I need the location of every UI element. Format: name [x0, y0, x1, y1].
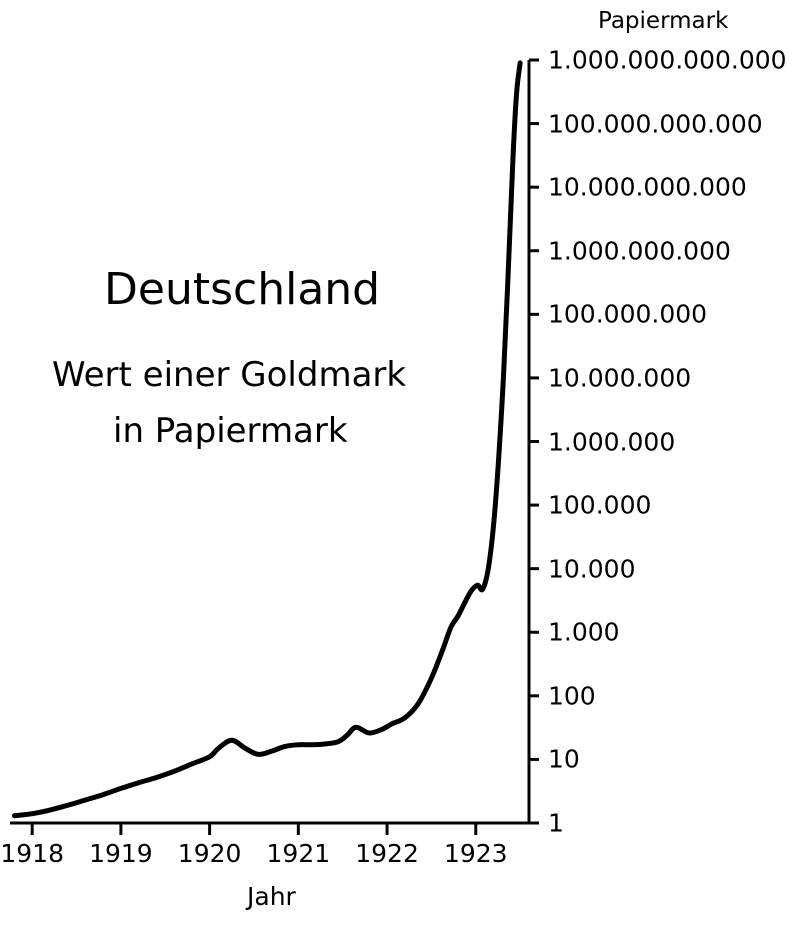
x-tick-label: 1922: [355, 839, 419, 868]
y-tick-label: 10.000.000: [548, 363, 692, 393]
y-tick-label: 100.000: [548, 490, 652, 520]
y-tick-label: 100: [548, 681, 596, 711]
x-tick-label: 1919: [89, 839, 153, 868]
x-tick-label: 1920: [177, 839, 242, 868]
y-tick-label: 1.000.000: [548, 427, 676, 456]
chart-title: Deutschland: [104, 264, 381, 315]
y-tick-label: 1.000.000.000.000: [548, 45, 787, 75]
y-tick-label: 10: [548, 744, 580, 774]
y-axis-unit-label: Papiermark: [598, 8, 729, 34]
y-tick-label: 10.000: [548, 554, 636, 584]
y-tick-label: 10.000.000.000: [548, 172, 747, 202]
x-tick-label: 1918: [0, 839, 64, 868]
chart-subtitle-line-2: in Papiermark: [113, 411, 348, 451]
y-tick-label: 1.000.000.000: [548, 236, 731, 266]
x-tick-marks: [32, 823, 476, 835]
x-axis-title: Jahr: [247, 882, 296, 911]
y-tick-label: 100.000.000: [548, 299, 708, 329]
y-tick-label: 100.000.000.000: [548, 109, 763, 139]
y-tick-label: 1: [548, 808, 564, 838]
x-tick-label: 1923: [443, 839, 508, 868]
chart-subtitle-line-1: Wert einer Goldmark: [52, 355, 407, 395]
y-tick-label: 1.000: [548, 617, 620, 647]
x-tick-label: 1921: [266, 839, 331, 868]
